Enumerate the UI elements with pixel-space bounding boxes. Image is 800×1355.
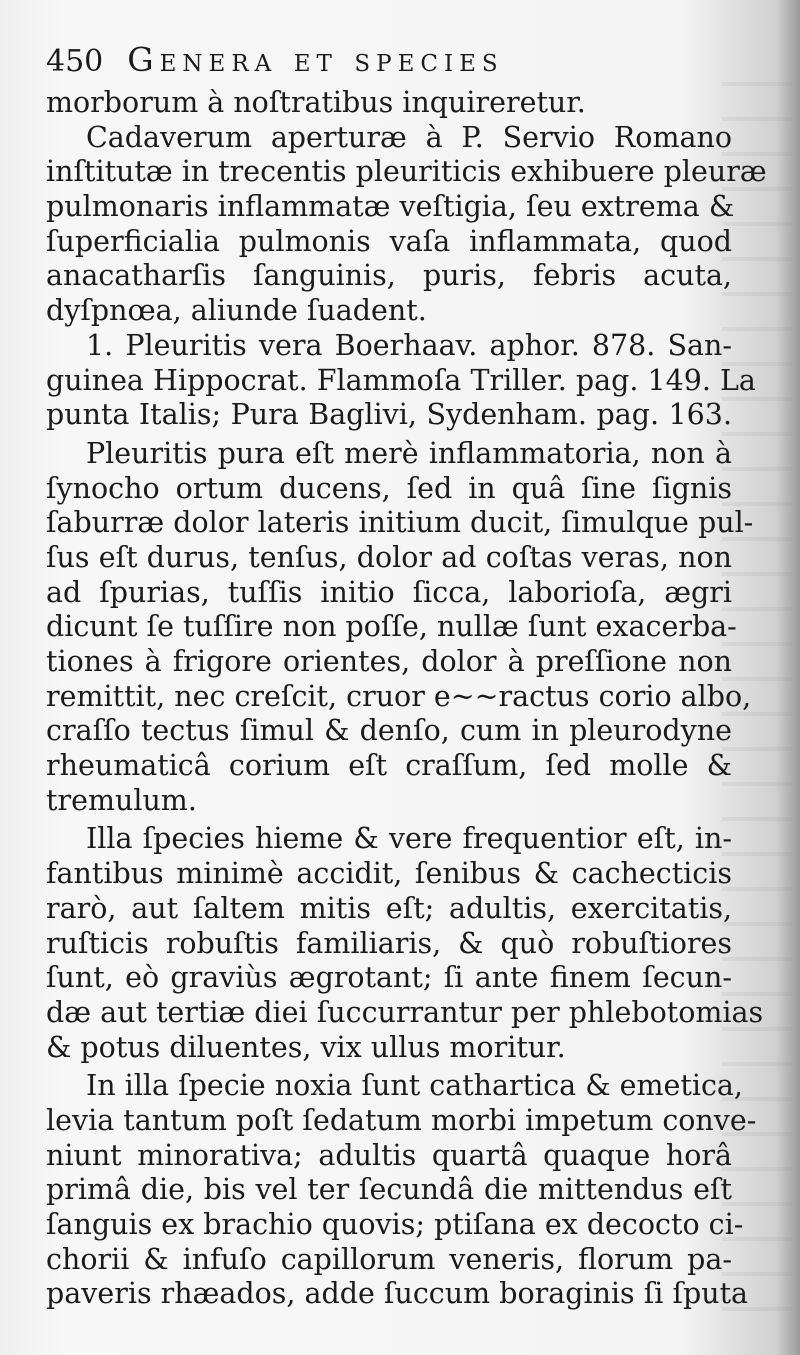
text-line: rheumaticâ corium eſt craſſum, ſed molle & [46, 749, 732, 783]
text-line: chorii & infuſo capillorum veneris, florum pa- [46, 1242, 732, 1276]
text-line: punta Italis; Pura Baglivi, Sydenham. pag. 163. [46, 398, 732, 432]
text-line: Cadaverum aperturæ à P. Servio Romano [86, 120, 732, 154]
text-line: dæ aut tertiæ diei ſuccurrantur per phlebotomias [46, 995, 764, 1029]
text-line: inſtitutæ in trecentis pleuriticis exhibuere pleuræ [46, 155, 767, 189]
running-title: Genera et species [127, 40, 504, 79]
text-line: paveris rhæados, adde ſuccum boraginis ſi ſputa [46, 1277, 749, 1311]
text-line: ſanguis ex brachio quovis; ptiſana ex decocto ci- [46, 1208, 744, 1241]
text-line: ſaburræ dolor lateris initium ducit, ſimulque pul- [46, 506, 754, 540]
text-line: guinea Hippocrat. Flammoſa Triller. pag. 149. La [46, 363, 756, 397]
text-line: dicunt ſe tuſſire non poſſe, nullæ ſunt exacerba- [46, 610, 737, 644]
text-line: dyſpnœa, aliunde ſuadent. [46, 294, 427, 328]
text-line: primâ die, bis vel ter ſecundâ die mittendus eſt [46, 1173, 732, 1207]
page-header [46, 34, 732, 86]
paragraph-illa-species [46, 822, 764, 1065]
text-line: pulmonaris inflammatæ veſtigia, ſeu extrema & [46, 190, 735, 224]
text-line: ſynocho ortum ducens, ſed in quâ ſine ſignis [46, 471, 732, 505]
paragraph-pleuritis-pura [46, 436, 754, 819]
text-line: rarò, aut ſaltem mitis eſt; adultis, exercitatis, [46, 891, 732, 925]
text-line: craſſo tectus ſimul & denſo, cum in pleurodyne [46, 714, 732, 748]
text-line: niunt minorativa; adultis quartâ quaque horâ [46, 1138, 732, 1172]
text-line: Pleuritis pura eſt merè inflammatoria, non à [86, 436, 732, 470]
paragraph-continuation [46, 86, 732, 121]
text-line: ad ſpurias, tuſſis initio ſicca, laborioſa, ægri [46, 575, 732, 609]
paragraph-species-heading [46, 328, 756, 433]
text-line: tiones à frigore orientes, dolor à preſſione non [46, 645, 732, 678]
text-line: anacatharſis ſanguinis, puris, febris acuta, [46, 259, 732, 293]
text-line: fantibus minimè accidit, ſenibus & cachecticis [46, 857, 732, 891]
paragraph-cadaverum [46, 120, 767, 329]
page-number: 450 [46, 44, 104, 79]
text-line: remittit, nec creſcit, cruor e~~ractus corio albo, [46, 679, 752, 713]
text-line: In illa ſpecie noxia ſunt cathartica & emetica, [86, 1069, 743, 1103]
text-line: ruſticis robuſtis familiaris, & quò robuſtiores [46, 926, 732, 960]
text-line: ſus eſt durus, tenſus, dolor ad coſtas veras, non [46, 540, 732, 574]
text-line: Illa ſpecies hieme & vere frequentior eſt, in- [86, 822, 732, 856]
text-line: morborum à noſtratibus inquireretur. [46, 86, 586, 119]
text-line: 1. Pleuritis vera Boerhaav. aphor. 878. San- [86, 328, 732, 362]
text-line: ſuperficialia pulmonis vaſa inflammata, quod [46, 224, 732, 258]
page-text-block [46, 34, 767, 1312]
text-line: & potus diluentes, vix ullus moritur. [46, 1030, 566, 1064]
text-line: ſunt, eò graviùs ægrotant; ſi ante finem ſecun- [46, 961, 732, 995]
paragraph-in-illa-specie [46, 1069, 757, 1312]
text-line: levia tantum poſt ſedatum morbi impetum conve- [46, 1103, 757, 1137]
text-line: tremulum. [46, 783, 197, 817]
